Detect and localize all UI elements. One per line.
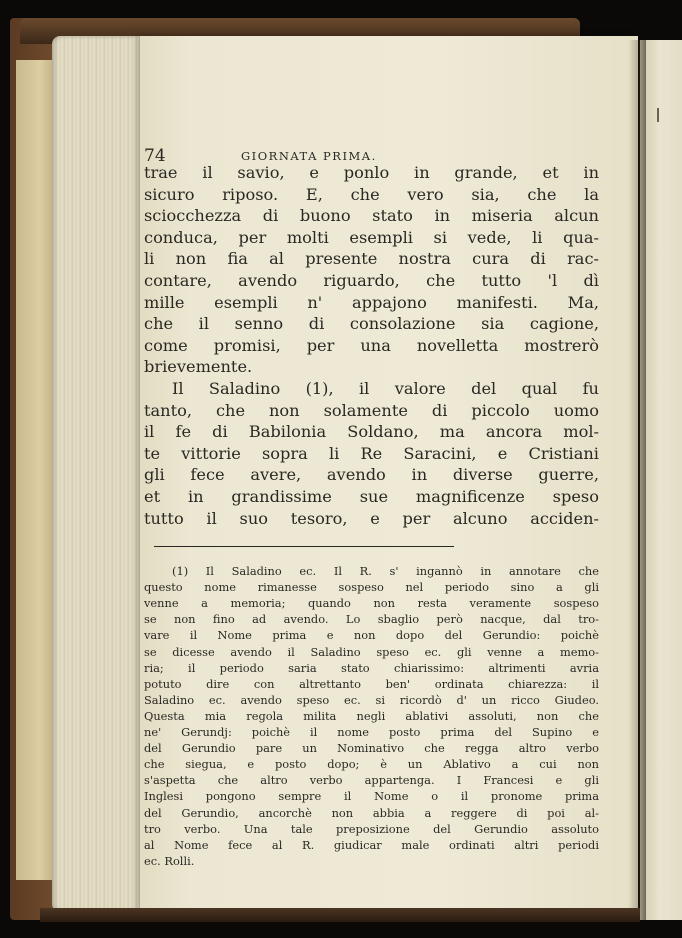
page-content <box>144 146 599 869</box>
facing-page-edge <box>640 40 682 920</box>
cover-paper-strip <box>16 60 56 880</box>
main-text <box>144 162 599 529</box>
running-head <box>144 146 599 166</box>
text-line: conduca, per molti esempli si vede, li qua- <box>144 227 599 247</box>
footnote-line: Questa mia regola milita negli ablativi assoluti, non che <box>144 708 599 723</box>
text-line: contare, avendo riguardo, che tutto 'l dì <box>144 270 599 290</box>
book-bottom-edge <box>40 908 640 922</box>
text-line: brievemente. <box>144 357 253 377</box>
text-line: et in grandissime sue magnificenze speso <box>144 486 599 506</box>
footnote-line: venne a memoria; quando non resta veramente sospeso <box>144 596 599 611</box>
text-line: te vittorie sopra li Re Saracini, e Cristiani <box>144 443 599 463</box>
text-line: Il Saladino (1), il valore del qual fu <box>172 378 599 398</box>
footnote-line: al Nome fece al R. giudicar male ordinati altri periodi <box>144 837 599 852</box>
footnote-line: s'aspetta che altro verbo appartenga. I Francesi e gli <box>144 773 599 788</box>
footnote-line: (1) Il Saladino ec. Il R. s' ingannò in annotare che <box>172 564 599 579</box>
text-line: mille esempli n' appajono manifesti. Ma, <box>144 292 599 312</box>
text-line: gli fece avere, avendo in diverse guerre, <box>144 465 599 485</box>
text-line: tutto il suo tesoro, e per alcuno acciden- <box>144 508 599 528</box>
footnote-line: Saladino ec. avendo speso ec. si ricordò d' un ricco Giudeo. <box>144 692 599 707</box>
gutter-shadow <box>628 40 646 920</box>
footnote-line: questo nome rimanesse sospeso nel periodo sino a gli <box>144 580 599 595</box>
footnote <box>144 563 599 869</box>
text-line: tanto, che non solamente di piccolo uomo <box>144 400 599 420</box>
footnote-line: che siegua, e posto dopo; è un Ablativo a cui non <box>144 757 599 772</box>
footnote-line: vare il Nome prima e non dopo del Gerundio: poichè <box>144 628 599 643</box>
footnote-line: tro verbo. Una tale preposizione del Gerundio assoluto <box>144 821 599 836</box>
footnote-line: del Gerundio pare un Nominativo che regga altro verbo <box>144 741 599 756</box>
text-line: sicuro riposo. E, che vero sia, che la <box>144 184 599 204</box>
footnote-rule <box>154 546 454 547</box>
footnote-line: ne' Gerundj: poichè il nome posto prima del Supino e <box>144 725 599 740</box>
footnote-line: potuto dire con altrettanto ben' ordinata chiarezza: il <box>144 676 599 691</box>
text-line: trae il savio, e ponlo in grande, et in <box>144 163 599 182</box>
running-title: GIORNATA PRIMA. <box>241 149 377 163</box>
footnote-line: ec. Rolli. <box>144 853 195 868</box>
page-number: 74 <box>144 146 166 166</box>
footnote-line: se dicesse avendo il Saladino speso ec. gli venne a memo- <box>144 644 599 659</box>
text-line: il fe di Babilonia Soldano, ma ancora mol- <box>144 422 599 442</box>
footnote-line: ria; il periodo saria stato chiarissimo: altrimenti avria <box>144 660 599 675</box>
footnote-line: Inglesi pongono sempre il Nome o il pronome prima <box>144 789 599 804</box>
footnote-line: se non fino ad avendo. Lo sbaglio però nacque, dal tro- <box>144 612 599 627</box>
text-line: sciocchezza di buono stato in miseria alcun <box>144 206 599 226</box>
text-line: che il senno di consolazione sia cagione, <box>144 314 599 334</box>
text-line: li non fia al presente nostra cura di rac- <box>144 249 599 269</box>
footnote-line: del Gerundio, ancorchè non abbia a reggere di poi al- <box>144 805 599 820</box>
page-mark <box>657 108 659 122</box>
text-line: come promisi, per una novelletta mostrerò <box>144 335 599 355</box>
